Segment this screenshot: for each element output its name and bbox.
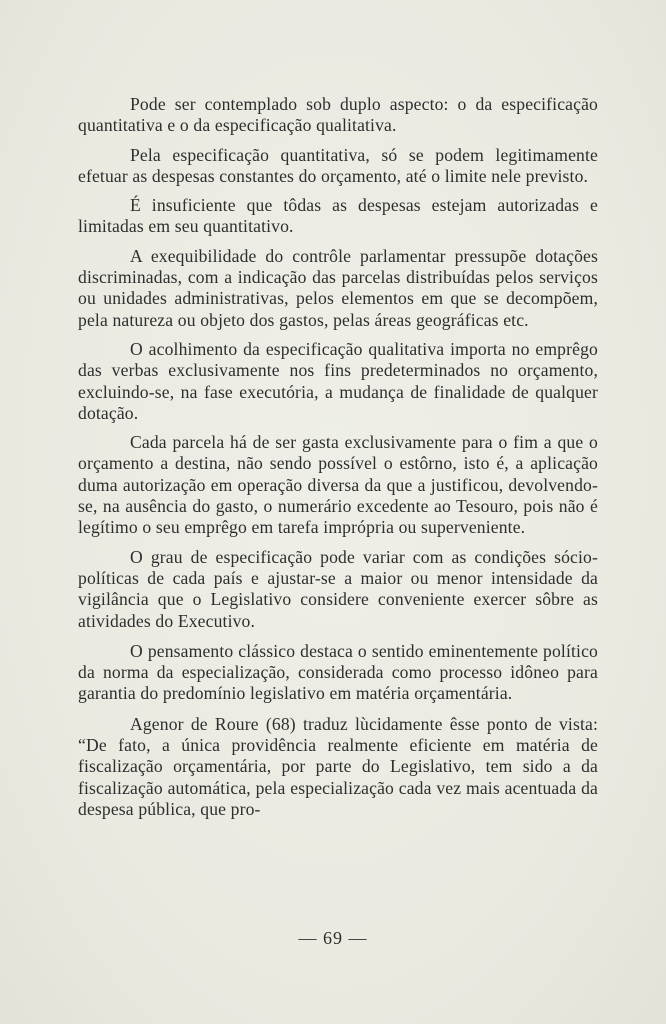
body-text (78, 94, 598, 828)
paragraph-7: O grau de especificação pode variar com as condições sócio-políticas de cada país e ajustar-se a maior ou menor intensidade da vigilância que o Legislativo considere conveniente exercer sôbre as atividades do Executivo. (78, 546, 598, 631)
paragraph-3: É insuficiente que tôdas as despesas estejam autorizadas e limitadas em seu quantitativo. (78, 195, 598, 237)
paragraph-6: Cada parcela há de ser gasta exclusivamente para o fim a que o orçamento a destina, não sendo possível o estôrno, isto é, a aplicação duma autorização em operação diversa da que a justificou, devolvendo-se, na ausência do gasto, o numerário excedente ao Tesouro, pois não é legítimo o seu emprêgo em tarefa imprópria ou superveniente. (78, 432, 598, 538)
paragraph-9: Agenor de Roure (68) traduz lùcidamente êsse ponto de vista: “De fato, a única providência realmente eficiente em matéria de fiscalização orçamentária, por parte do Legislativo, tem sido a da fiscalização automática, pela especialização cada vez mais acentuada da despesa pública, que pro- (78, 713, 598, 819)
paragraph-8: O pensamento clássico destaca o sentido eminentemente político da norma da especialização, considerada como processo idôneo para garantia do predomínio legislativo em matéria orçamentária. (78, 640, 598, 704)
paragraph-5: O acolhimento da especificação qualitativa importa no emprêgo das verbas exclusivamente nos fins predeterminados no orçamento, excluindo-se, na fase executória, a mudança de finalidade de qualquer dotação. (78, 338, 598, 423)
paragraph-1: Pode ser contemplado sob duplo aspecto: o da especificação quantitativa e o da especificação qualitativa. (78, 94, 598, 136)
paragraph-2: Pela especificação quantitativa, só se podem legitimamente efetuar as despesas constantes do orçamento, até o limite nele previsto. (78, 144, 598, 186)
paragraph-4: A exequibilidade do contrôle parlamentar pressupõe dotações discriminadas, com a indicação das parcelas distribuídas pelos serviços ou unidades administrativas, pelos elementos em que se decompõem, pela natureza ou objeto dos gastos, pelas áreas geográficas etc. (78, 245, 598, 330)
page-number: — 69 — (298, 928, 368, 948)
